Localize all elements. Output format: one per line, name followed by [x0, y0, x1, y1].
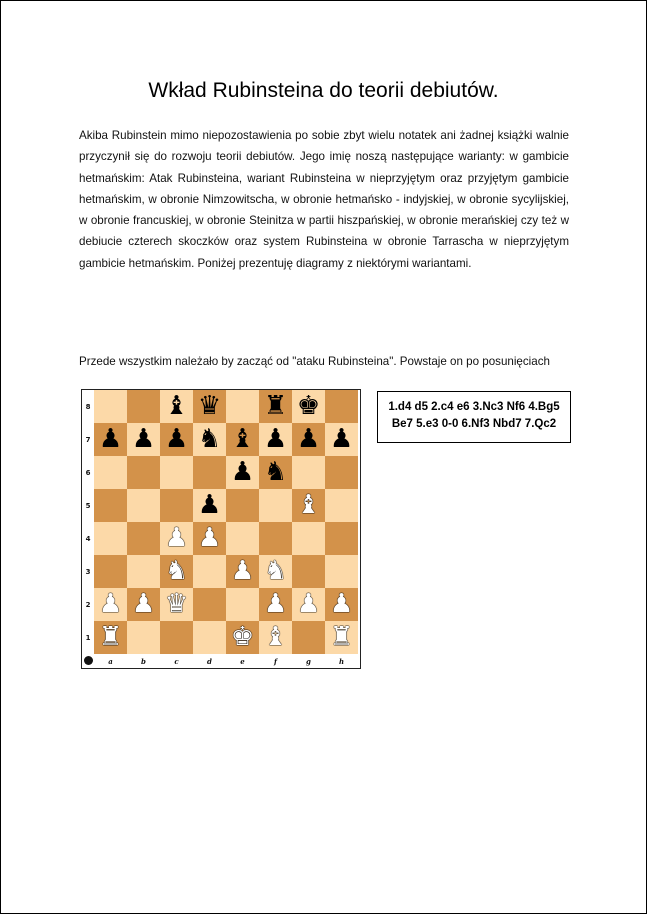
rank-label: 3 [85, 567, 91, 576]
square-f3 [259, 555, 292, 588]
square-b2 [127, 588, 160, 621]
square-e8 [226, 390, 259, 423]
square-d2 [193, 588, 226, 621]
square-h8 [325, 390, 358, 423]
square-h2 [325, 588, 358, 621]
white-bishop-icon: ♝ [263, 622, 288, 652]
file-label: c [174, 656, 179, 666]
page-title: Wkład Rubinsteina do teorii debiutów. [148, 79, 499, 102]
square-g1 [292, 621, 325, 654]
square-d7 [193, 423, 226, 456]
chess-diagram [81, 389, 361, 669]
square-g2 [292, 588, 325, 621]
square-h5 [325, 489, 358, 522]
moves-line-2: Be7 5.e3 0-0 6.Nf3 Nbd7 7.Qc2 [391, 418, 557, 430]
square-c6 [160, 456, 193, 489]
square-e3 [226, 555, 259, 588]
moves-line-1: 1.d4 d5 2.c4 e6 3.Nc3 Nf6 4.Bg5 [388, 401, 560, 413]
square-d8 [193, 390, 226, 423]
rank-label: 7 [85, 435, 91, 444]
square-d6 [193, 456, 226, 489]
square-a8 [94, 390, 127, 423]
white-pawn-icon: ♟ [329, 589, 354, 619]
square-g4 [292, 522, 325, 555]
square-c7 [160, 423, 193, 456]
square-c8 [160, 390, 193, 423]
square-f5 [259, 489, 292, 522]
rank-labels [82, 390, 94, 654]
square-g6 [292, 456, 325, 489]
square-g3 [292, 555, 325, 588]
white-rook-icon: ♜ [98, 622, 123, 652]
file-label: h [338, 656, 345, 666]
white-knight-icon: ♞ [263, 556, 288, 586]
black-pawn-icon: ♟ [164, 424, 189, 454]
file-label: g [306, 656, 311, 666]
square-b1 [127, 621, 160, 654]
black-bishop-icon: ♝ [164, 391, 189, 421]
square-e7 [226, 423, 259, 456]
square-h7 [325, 423, 358, 456]
body-paragraph: Akiba Rubinstein mimo niepozostawienia po sobie zbyt wielu notatek ani żadnej książki walnie przyczynił się do rozwoju teorii debiutów. Jego imię noszą następujące warianty: w gambicie hetmańskim: Atak Rubinsteina, wariant Rubinsteina w nieprzyjętym oraz przyjętym gambicie hetmańskim, w obronie Nimzowitscha, w obronie hetmańsko - indyjskiej, w obronie sycylijskiej, w obronie francuskiej, w obronie Steinitza w partii hiszpańskiej, w obronie merańskiej czy też w debiucie czterech skoczków oraz system Rubinsteina w obronie Tarrascha w nieprzyjętym gambicie hetmańskim. Poniżej prezentuję diagramy z niektórymi wariantami. [79, 129, 569, 270]
square-f6 [259, 456, 292, 489]
white-bishop-icon: ♝ [296, 490, 321, 520]
black-pawn-icon: ♟ [131, 424, 156, 454]
square-b7 [127, 423, 160, 456]
side-to-move-indicator [84, 656, 93, 665]
black-rook-icon: ♜ [263, 391, 288, 421]
black-king-icon: ♚ [296, 391, 321, 421]
white-pawn-icon: ♟ [197, 523, 222, 553]
rank-label: 5 [85, 501, 91, 510]
rank-label: 1 [85, 633, 91, 642]
chess-board [94, 390, 358, 654]
square-b4 [127, 522, 160, 555]
rank-label: 4 [85, 534, 91, 543]
moves-box [377, 391, 571, 443]
square-c1 [160, 621, 193, 654]
white-knight-icon: ♞ [164, 556, 189, 586]
white-pawn-icon: ♟ [296, 589, 321, 619]
file-label: b [141, 656, 146, 666]
square-e1 [226, 621, 259, 654]
white-king-icon: ♚ [230, 622, 255, 652]
square-h6 [325, 456, 358, 489]
square-h1 [325, 621, 358, 654]
black-pawn-icon: ♟ [197, 490, 222, 520]
square-d5 [193, 489, 226, 522]
black-queen-icon: ♛ [197, 391, 222, 421]
white-pawn-icon: ♟ [263, 589, 288, 619]
square-h4 [325, 522, 358, 555]
rank-label: 6 [85, 468, 91, 477]
square-f1 [259, 621, 292, 654]
black-pawn-icon: ♟ [296, 424, 321, 454]
square-a2 [94, 588, 127, 621]
square-c2 [160, 588, 193, 621]
file-label: a [108, 656, 113, 666]
black-pawn-icon: ♟ [263, 424, 288, 454]
square-f2 [259, 588, 292, 621]
white-pawn-icon: ♟ [164, 523, 189, 553]
black-pawn-icon: ♟ [329, 424, 354, 454]
square-b6 [127, 456, 160, 489]
white-pawn-icon: ♟ [131, 589, 156, 619]
square-b3 [127, 555, 160, 588]
square-c4 [160, 522, 193, 555]
white-pawn-icon: ♟ [230, 556, 255, 586]
square-e6 [226, 456, 259, 489]
square-a3 [94, 555, 127, 588]
square-e4 [226, 522, 259, 555]
square-d1 [193, 621, 226, 654]
black-pawn-icon: ♟ [230, 457, 255, 487]
white-pawn-icon: ♟ [98, 589, 123, 619]
file-labels [94, 654, 358, 668]
square-a6 [94, 456, 127, 489]
square-g8 [292, 390, 325, 423]
file-label: d [207, 656, 212, 666]
square-a5 [94, 489, 127, 522]
file-label: e [240, 656, 245, 666]
square-b8 [127, 390, 160, 423]
file-label: f [273, 656, 277, 666]
intro-sentence: Przede wszystkim należało by zacząć od "ataku Rubinsteina". Powstaje on po posunięciach [79, 355, 550, 368]
black-pawn-icon: ♟ [98, 424, 123, 454]
square-e2 [226, 588, 259, 621]
square-c3 [160, 555, 193, 588]
square-b5 [127, 489, 160, 522]
square-g5 [292, 489, 325, 522]
square-a1 [94, 621, 127, 654]
square-c5 [160, 489, 193, 522]
black-knight-icon: ♞ [263, 457, 288, 487]
black-knight-icon: ♞ [197, 424, 222, 454]
square-f4 [259, 522, 292, 555]
square-e5 [226, 489, 259, 522]
square-d3 [193, 555, 226, 588]
rank-label: 2 [85, 600, 91, 609]
black-bishop-icon: ♝ [230, 424, 255, 454]
square-a4 [94, 522, 127, 555]
square-h3 [325, 555, 358, 588]
square-a7 [94, 423, 127, 456]
white-rook-icon: ♜ [329, 622, 354, 652]
white-queen-icon: ♛ [164, 589, 189, 619]
square-g7 [292, 423, 325, 456]
rank-label: 8 [85, 402, 91, 411]
square-f8 [259, 390, 292, 423]
square-d4 [193, 522, 226, 555]
square-f7 [259, 423, 292, 456]
